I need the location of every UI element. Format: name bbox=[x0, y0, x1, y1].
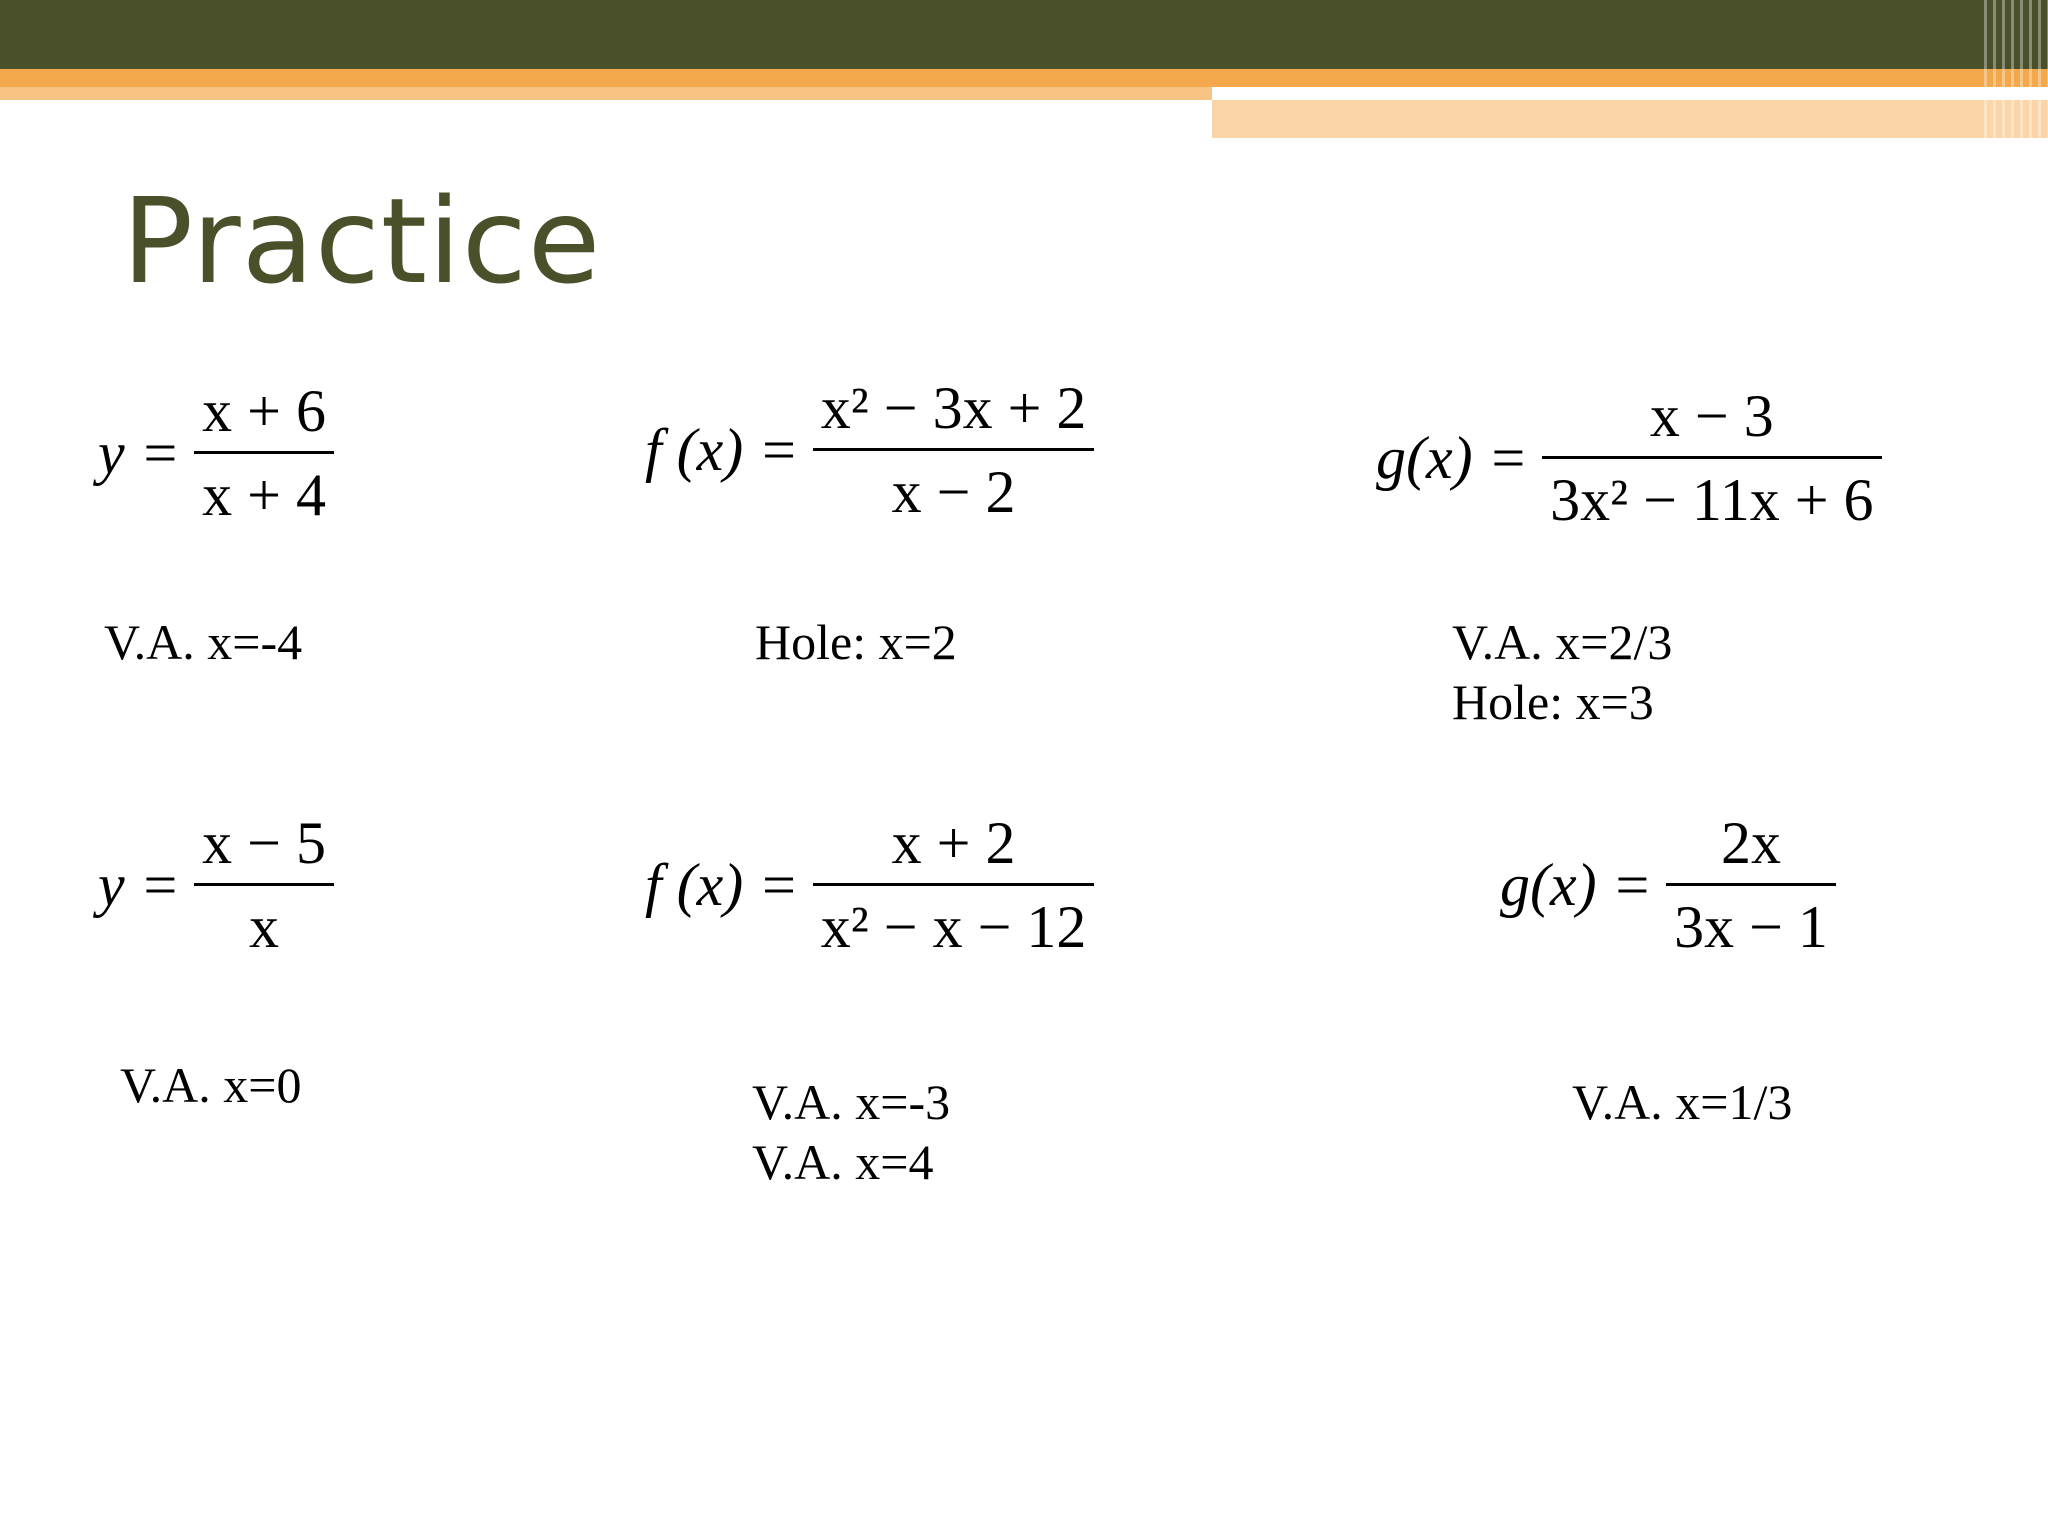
answer-2 bbox=[755, 612, 957, 672]
answer-3 bbox=[1452, 612, 1672, 732]
answer-line: V.A. x=-3 bbox=[752, 1074, 951, 1130]
numerator: 2x bbox=[1721, 810, 1782, 876]
answer-line: Hole: x=3 bbox=[1452, 674, 1654, 730]
answer-line: V.A. x=1/3 bbox=[1572, 1074, 1793, 1130]
denominator: x² − x − 12 bbox=[820, 894, 1087, 960]
fraction bbox=[1666, 812, 1836, 959]
header-band-peach bbox=[1212, 100, 2048, 138]
equation-lhs: f (x) = bbox=[645, 417, 799, 483]
header-band-orange bbox=[0, 69, 2048, 87]
denominator: 3x² − 11x + 6 bbox=[1550, 467, 1874, 533]
fraction bbox=[813, 812, 1095, 959]
denominator: 3x − 1 bbox=[1674, 894, 1828, 960]
equation-4 bbox=[98, 812, 334, 959]
header-edge-stripes bbox=[1978, 0, 2048, 138]
numerator: x + 6 bbox=[202, 378, 326, 444]
equation-lhs: g(x) = bbox=[1500, 852, 1653, 918]
answer-1 bbox=[104, 612, 302, 672]
fraction bbox=[194, 380, 334, 527]
answer-line: Hole: x=2 bbox=[755, 614, 957, 670]
equation-5 bbox=[645, 812, 1094, 959]
answer-line: V.A. x=-4 bbox=[104, 614, 303, 670]
denominator: x bbox=[249, 894, 280, 960]
header-band-olive bbox=[0, 0, 2048, 69]
header-band-orange-light bbox=[0, 87, 1212, 100]
equation-1 bbox=[98, 380, 334, 527]
numerator: x − 5 bbox=[202, 810, 326, 876]
answer-line: V.A. x=0 bbox=[120, 1057, 302, 1113]
fraction bbox=[1542, 385, 1881, 532]
answer-6 bbox=[1572, 1072, 1792, 1132]
fraction bbox=[813, 377, 1095, 524]
equation-3 bbox=[1376, 385, 1882, 532]
equation-lhs: f (x) = bbox=[645, 852, 799, 918]
equation-2 bbox=[645, 377, 1094, 524]
answer-5 bbox=[752, 1072, 950, 1192]
equation-lhs: g(x) = bbox=[1376, 425, 1529, 491]
fraction bbox=[194, 812, 334, 959]
denominator: x − 2 bbox=[891, 459, 1016, 525]
denominator: x + 4 bbox=[202, 462, 326, 528]
answer-4 bbox=[120, 1055, 301, 1115]
numerator: x − 3 bbox=[1649, 383, 1774, 449]
equation-6 bbox=[1500, 812, 1836, 959]
numerator: x + 2 bbox=[891, 810, 1016, 876]
answer-line: V.A. x=2/3 bbox=[1452, 614, 1673, 670]
slide-title: Practice bbox=[122, 172, 602, 310]
answer-line: V.A. x=4 bbox=[752, 1134, 934, 1190]
numerator: x² − 3x + 2 bbox=[820, 375, 1087, 441]
equation-lhs: y = bbox=[98, 852, 181, 918]
equation-lhs: y = bbox=[98, 420, 181, 486]
